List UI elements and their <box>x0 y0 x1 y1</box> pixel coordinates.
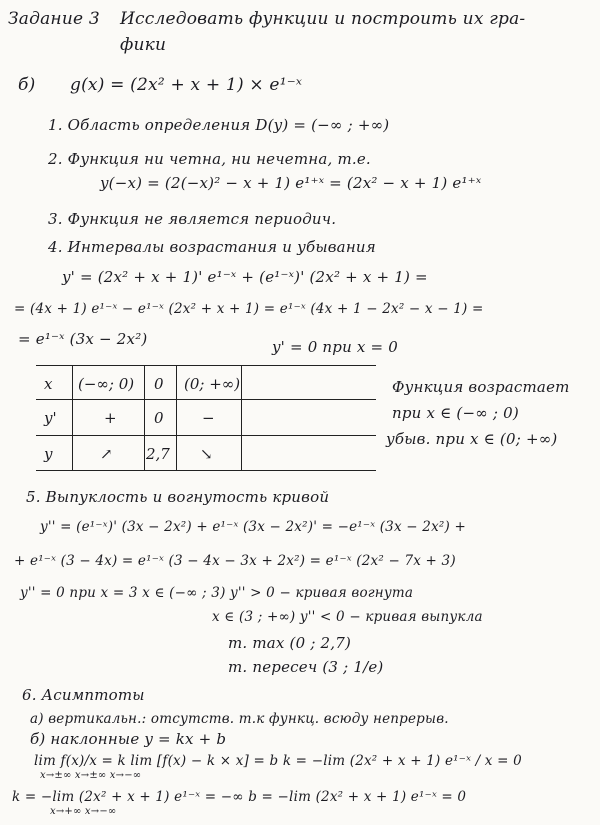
limit-line-2-subscripts: x→+∞ x→−∞ <box>50 806 117 817</box>
derivative-line-2: = (4x + 1) e¹⁻ˣ − e¹⁻ˣ (2x² + x + 1) = e¹⁻ˣ (4x + 1 − 2x² − x − 1) = <box>14 301 484 317</box>
maximum-point: т. max (0 ; 2,7) <box>228 634 352 652</box>
second-derivative-line-2: + e¹⁻ˣ (3 − 4x) = e¹⁻ˣ (3 − 4x − 3x + 2x²) = e¹⁻ˣ (2x² − 7x + 3) <box>14 553 456 569</box>
step-5-title: 5. Выпуклость и вогнутость кривой <box>26 488 330 506</box>
vertical-asymptote: а) вертикальн.: отсутств. т.к функц. всюду непрерыв. <box>30 711 449 727</box>
table-cell: 0 <box>154 409 164 427</box>
task-statement-line-2: фики <box>120 35 167 55</box>
derivative-line-1: y' = (2x² + x + 1)' e¹⁻ˣ + (e¹⁻ˣ)' (2x² + x + 1) = <box>62 268 428 286</box>
derivative-line-3: = e¹⁻ˣ (3x − 2x²) <box>18 330 148 348</box>
step-1-domain: 1. Область определения D(y) = (−∞ ; +∞) <box>48 116 390 134</box>
second-derivative-line-1: y'' = (e¹⁻ˣ)' (3x − 2x²) + e¹⁻ˣ (3x − 2x²)' = −e¹⁻ˣ (3x − 2x²) + <box>40 519 466 535</box>
table-cell: + <box>104 409 117 427</box>
table-cell: − <box>202 409 215 427</box>
intersection-point: т. пересеч (3 ; 1/e) <box>228 658 384 676</box>
table-cell: (−∞; 0) <box>78 375 135 393</box>
table-cell: (0; +∞) <box>184 375 241 393</box>
slant-asymptote: б) наклонные y = kx + b <box>30 730 227 748</box>
table-cell: 0 <box>154 375 164 393</box>
table-cell: x <box>44 375 53 393</box>
concavity-line-1: y'' = 0 при x = 3 x ∈ (−∞ ; 3) y'' > 0 − кривая вогнута <box>20 585 414 601</box>
table-cell: y <box>44 445 53 463</box>
table-note-1: Функция возрастает <box>392 378 570 396</box>
limit-line-1-subscripts: x→±∞ x→±∞ x→−∞ <box>40 770 142 781</box>
table-cell: ↗ <box>100 445 113 463</box>
table-cell: y' <box>44 409 57 427</box>
limit-line-2: k = −lim (2x² + x + 1) e¹⁻ˣ = −∞ b = −lim (2x² + x + 1) e¹⁻ˣ = 0 <box>12 789 467 805</box>
step-4-title: 4. Интервалы возрастания и убывания <box>48 238 376 256</box>
step-2-parity: 2. Функция ни четна, ни нечетна, т.е. <box>48 150 371 168</box>
step-2-equation: y(−x) = (2(−x)² − x + 1) e¹⁺ˣ = (2x² − x + 1) e¹⁺ˣ <box>100 174 482 192</box>
sign-table <box>36 365 376 471</box>
part-b-label: б) <box>18 75 36 95</box>
step-6-title: 6. Асимптоты <box>22 686 145 704</box>
table-cell: ↘ <box>200 445 213 463</box>
table-cell: 2,7 <box>146 445 170 463</box>
task-heading: Задание 3 <box>8 9 100 29</box>
derivative-zero: y' = 0 при x = 0 <box>272 338 399 356</box>
limit-line-1: lim f(x)/x = k lim [f(x) − k × x] = b k = −lim (2x² + x + 1) e¹⁻ˣ / x = 0 <box>34 753 522 769</box>
concavity-line-2: x ∈ (3 ; +∞) y'' < 0 − кривая выпукла <box>212 609 483 625</box>
step-3-periodicity: 3. Функция не является периодич. <box>48 210 337 228</box>
task-statement-line-1: Исследовать функции и построить их гра- <box>120 9 526 29</box>
table-note-2: при x ∈ (−∞ ; 0) <box>392 404 519 422</box>
table-note-3: убыв. при x ∈ (0; +∞) <box>386 430 558 448</box>
function-definition: g(x) = (2x² + x + 1) × e¹⁻ˣ <box>70 75 303 95</box>
